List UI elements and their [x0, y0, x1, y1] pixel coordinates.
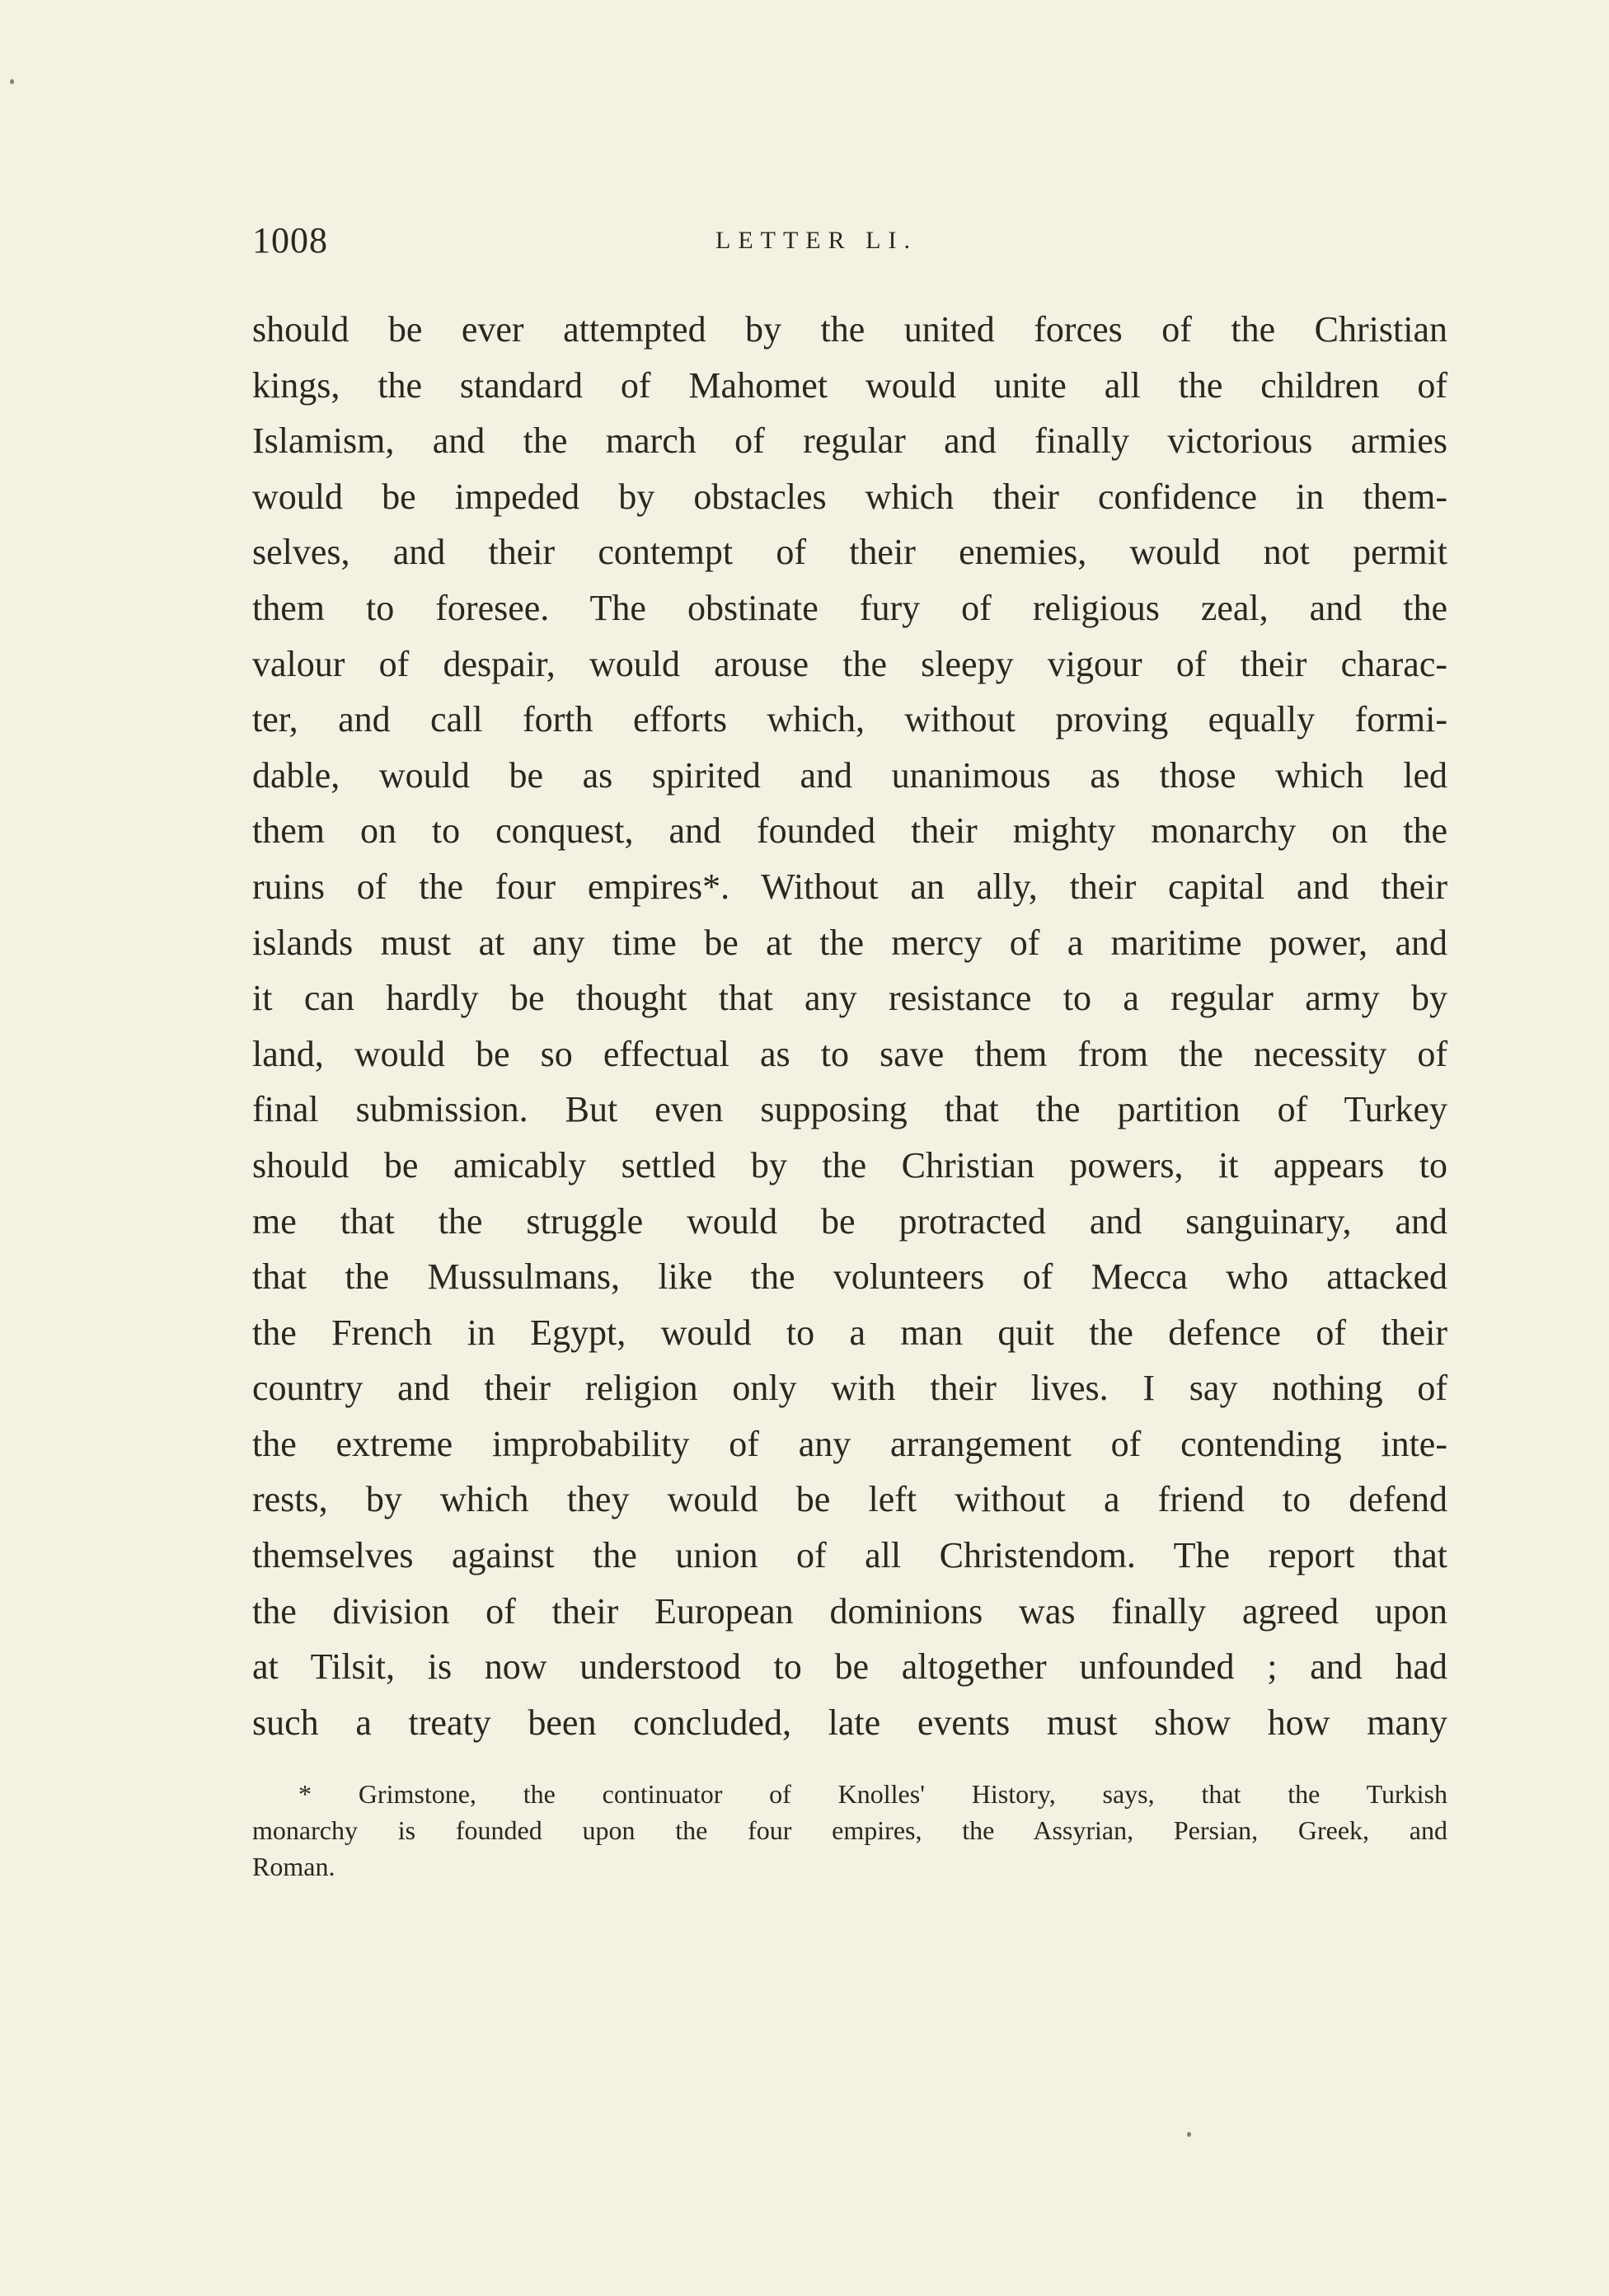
text-line: country and their religion only with their lives. I say nothing of — [252, 1368, 1447, 1409]
footnote-line: Roman. — [252, 1852, 335, 1881]
text-line: them to foresee. The obstinate fury of religious zeal, and the — [252, 587, 1447, 628]
text-line: the division of their European dominions was finally agreed upon — [252, 1590, 1447, 1632]
text-line: selves, and their contempt of their enemies, would not permit — [252, 532, 1447, 573]
running-head: LETTER LI. — [715, 227, 917, 254]
page-number: 1008 — [252, 220, 328, 261]
body-text — [252, 302, 1447, 1750]
text-line: ter, and call forth efforts which, without proving equally formi- — [252, 699, 1447, 740]
text-line: dable, would be as spirited and unanimous as those which led — [252, 754, 1447, 796]
text-line: me that the struggle would be protracted and sanguinary, and — [252, 1200, 1447, 1242]
paper-speck — [1187, 2132, 1191, 2137]
footnote-line: * Grimstone, the continuator of Knolles' History, says, that the Turkish — [298, 1779, 1447, 1809]
footnote — [252, 1776, 1447, 1885]
text-line: the French in Egypt, would to a man quit the defence of their — [252, 1312, 1447, 1353]
text-line: such a treaty been concluded, late events must show how many — [252, 1702, 1447, 1743]
text-line: themselves against the union of all Christendom. The report that — [252, 1535, 1447, 1576]
text-line: final submission. But even supposing that the partition of Turkey — [252, 1089, 1447, 1130]
text-line: islands must at any time be at the mercy of a maritime power, and — [252, 922, 1447, 963]
text-line: kings, the standard of Mahomet would unite all the children of — [252, 364, 1447, 406]
footnote-line: monarchy is founded upon the four empires, the Assyrian, Persian, Greek, and — [252, 1815, 1447, 1845]
text-line: land, would be so effectual as to save them from the necessity of — [252, 1033, 1447, 1074]
text-line: them on to conquest, and founded their mighty monarchy on the — [252, 810, 1447, 852]
text-line: would be impeded by obstacles which their confidence in them- — [252, 476, 1447, 517]
text-line: Islamism, and the march of regular and finally victorious armies — [252, 420, 1447, 462]
text-line: ruins of the four empires*. Without an ally, their capital and their — [252, 866, 1447, 907]
text-line: that the Mussulmans, like the volunteers of Mecca who attacked — [252, 1256, 1447, 1298]
text-line: the extreme improbability of any arrangement of contending inte- — [252, 1423, 1447, 1464]
text-line: valour of despair, would arouse the sleepy vigour of their charac- — [252, 643, 1447, 684]
text-line: should be ever attempted by the united forces of the Christian — [252, 309, 1447, 350]
text-line: at Tilsit, is now understood to be altogether unfounded ; and had — [252, 1646, 1447, 1688]
paper-speck — [10, 79, 14, 84]
text-line: rests, by which they would be left without a friend to defend — [252, 1479, 1447, 1520]
text-line: should be amicably settled by the Christian powers, it appears to — [252, 1144, 1447, 1186]
text-line: it can hardly be thought that any resistance to a regular army by — [252, 978, 1447, 1019]
